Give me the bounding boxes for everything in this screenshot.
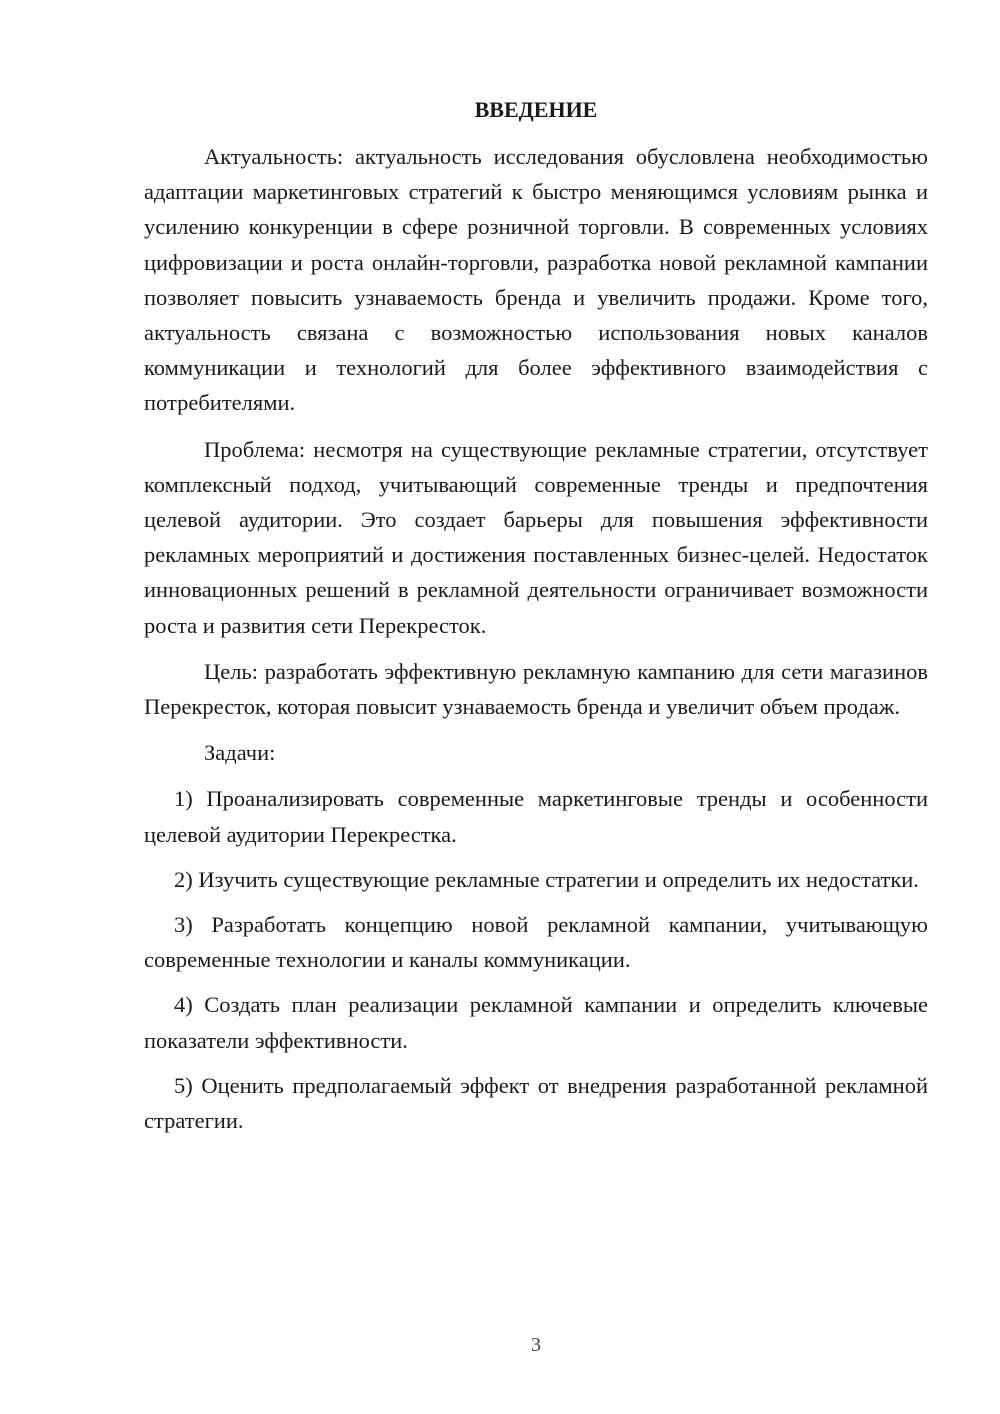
paragraph-problem: Проблема: несмотря на существующие рекламные стратегии, отсутствует комплексный подход, учитывающий современные тренды и предпочтения целевой аудитории. Это создает барьеры для повышения эффективности рекламных мероприятий и достижения поставленных бизнес-целей. Недостаток инновационных решений в рекламной деятельности ограничивает возможности роста и развития сети Перекресток.	[144, 436, 928, 638]
page-number: 3	[531, 1334, 541, 1356]
task-item-2: 2) Изучить существующие рекламные стратегии и определить их недостатки.	[174, 866, 919, 892]
task-item-3: 3) Разработать концепцию новой рекламной кампании, учитывающую современные технологии и каналы коммуникации.	[144, 912, 928, 973]
task-item-4: 4) Создать план реализации рекламной кампании и определить ключевые показатели эффективности.	[144, 992, 928, 1053]
tasks-heading: Задачи:	[204, 740, 276, 766]
paragraph-goal: Цель: разработать эффективную рекламную кампанию для сети магазинов Перекресток, которая повысит узнаваемость бренда и увеличит объем продаж.	[144, 658, 928, 720]
document-page	[144, 92, 928, 1148]
paragraph-relevance: Актуальность: актуальность исследования обусловлена необходимостью адаптации маркетинговых стратегий к быстро меняющимся условиям рынка и усилению конкуренции в сфере розничной торговли. В современных условиях цифровизации и роста онлайн-торговли, разработка новой рекламной кампании позволяет повысить узнаваемость бренда и увеличить продажи. Кроме того, актуальность связана с возможностью использования новых каналов коммуникации и технологий для более эффективного взаимодействия с потребителями.	[144, 144, 928, 416]
task-item-1: 1) Проанализировать современные маркетинговые тренды и особенности целевой аудитории Перекрестка.	[144, 786, 928, 847]
task-item-5: 5) Оценить предполагаемый эффект от внедрения разработанной рекламной стратегии.	[144, 1072, 928, 1134]
section-title: ВВЕДЕНИЕ	[474, 97, 598, 122]
